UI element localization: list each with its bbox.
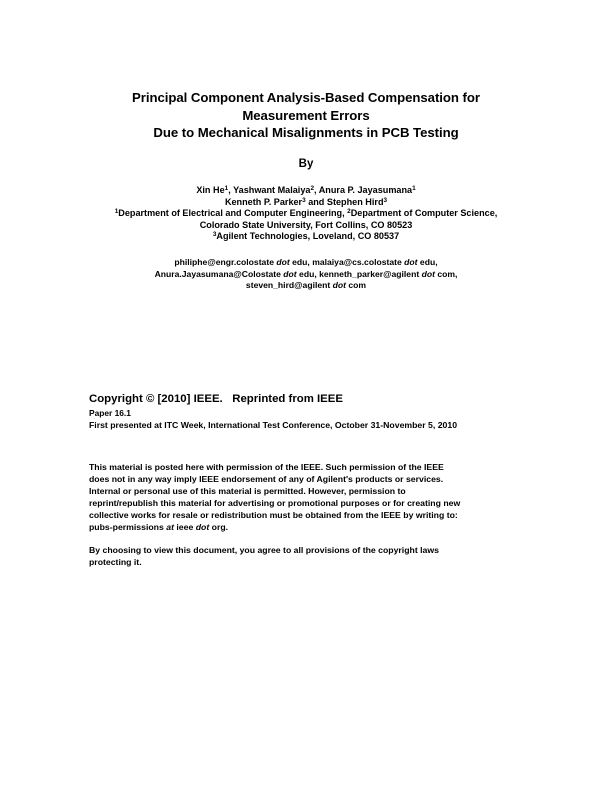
author-conjunction: and xyxy=(305,196,327,207)
author-name-3: Anura P. Jayasumana xyxy=(318,185,413,195)
contact-at-obfuscation: at xyxy=(166,521,174,532)
permission-notice xyxy=(89,462,513,569)
email-text-1a: philiphe@engr.colostate xyxy=(174,257,277,267)
affiliation-marker-1: 1 xyxy=(114,208,119,215)
author-name-1: Xin He xyxy=(196,185,225,195)
affiliation-line-2: Colorado State University, Fort Collins, CO 80523 xyxy=(199,219,413,230)
email-dot-obfuscation-3: dot xyxy=(283,268,297,279)
email-text-2c: com, xyxy=(434,268,458,279)
author-affil-marker-3: 1 xyxy=(412,184,416,192)
affiliation-text-1: Department of Electrical and Computer Engineering, xyxy=(118,208,348,219)
affiliation-line-3 xyxy=(72,231,540,243)
author-separator-2: , xyxy=(314,185,319,195)
page-title xyxy=(72,89,540,142)
author-affil-marker-1: 1 xyxy=(224,184,229,192)
email-line-1 xyxy=(72,257,540,269)
title-line-1: Principal Component Analysis-Based Compensation for xyxy=(132,90,480,105)
email-text-2a: Anura.Jayasumana@Colostate xyxy=(154,268,284,279)
title-line-3: Due to Mechanical Misalignments in PCB Testing xyxy=(153,125,459,140)
author-line-1 xyxy=(72,185,540,197)
affiliation-text-2: Department of Computer Science, xyxy=(350,208,498,219)
email-line-3 xyxy=(72,280,540,292)
affiliation-marker-3: 3 xyxy=(212,231,217,239)
permission-p1-line-4: reprint/republish this material for advertising or promotional purposes or for creating new xyxy=(89,497,461,508)
affiliation-text-3: Agilent Technologies, Loveland, CO 80537 xyxy=(216,231,400,242)
permission-p1-line-1: This material is posted here with permission of the IEEE. Such permission of the IEEE xyxy=(89,462,444,472)
contact-suffix: org. xyxy=(209,521,229,532)
email-text-3a: steven_hird@agilent xyxy=(245,280,333,290)
email-line-2 xyxy=(72,269,540,281)
by-label: By xyxy=(298,158,314,170)
author-affil-marker-5: 3 xyxy=(383,196,388,204)
email-dot-obfuscation-1: dot xyxy=(276,257,290,267)
email-text-3b: com xyxy=(346,280,367,290)
contact-domain: ieee xyxy=(173,521,196,532)
contact-prefix: pubs-permissions xyxy=(89,521,167,532)
conference-presentation-line: First presented at ITC Week, International Test Conference, October 31-November 5, 2010 xyxy=(89,419,458,430)
copyright-block xyxy=(89,392,529,431)
permission-paragraph-1 xyxy=(89,462,513,533)
author-affil-marker-2: 2 xyxy=(310,184,315,192)
email-dot-obfuscation-5: dot xyxy=(332,280,346,290)
permission-p2-line-2: protecting it. xyxy=(89,557,142,568)
author-name-4: Kenneth P. Parker xyxy=(224,196,303,207)
permission-p1-line-5: collective works for resale or redistribution must be obtained from the IEEE by writing to: xyxy=(89,509,458,520)
email-text-2b: edu, kenneth_parker@agilent xyxy=(296,268,422,279)
contact-dot-obfuscation: dot xyxy=(195,521,210,532)
email-text-1b: edu, malaiya@cs.colostate xyxy=(289,257,405,267)
copyright-heading: Copyright © [2010] IEEE. Reprinted from IEEE xyxy=(89,393,343,405)
title-line-2: Measurement Errors xyxy=(242,107,370,123)
permission-p1-line-3: Internal or personal use of this material is permitted. However, permission to xyxy=(89,485,406,496)
author-line-2 xyxy=(72,197,540,209)
email-dot-obfuscation-2: dot xyxy=(404,257,418,267)
email-block xyxy=(72,257,540,292)
author-affil-marker-4: 3 xyxy=(302,196,306,204)
permission-p2-line-1: By choosing to view this document, you agree to all provisions of the copyright laws xyxy=(89,545,439,556)
author-name-5: Stephen Hird xyxy=(326,196,384,207)
email-text-1c: edu, xyxy=(417,257,438,267)
author-block xyxy=(72,185,540,243)
affiliation-marker-2: 2 xyxy=(347,208,351,215)
affiliation-line-1 xyxy=(72,208,540,220)
permission-p1-line-2: does not in any way imply IEEE endorsement of any of Agilent's products or services. xyxy=(89,473,444,484)
email-dot-obfuscation-4: dot xyxy=(421,268,435,279)
paper-number: Paper 16.1 xyxy=(89,408,131,418)
permission-paragraph-2 xyxy=(89,545,513,569)
permission-contact-line xyxy=(89,522,513,534)
author-name-2: Yashwant Malaiya xyxy=(233,185,311,195)
author-separator-1: , xyxy=(228,185,234,195)
